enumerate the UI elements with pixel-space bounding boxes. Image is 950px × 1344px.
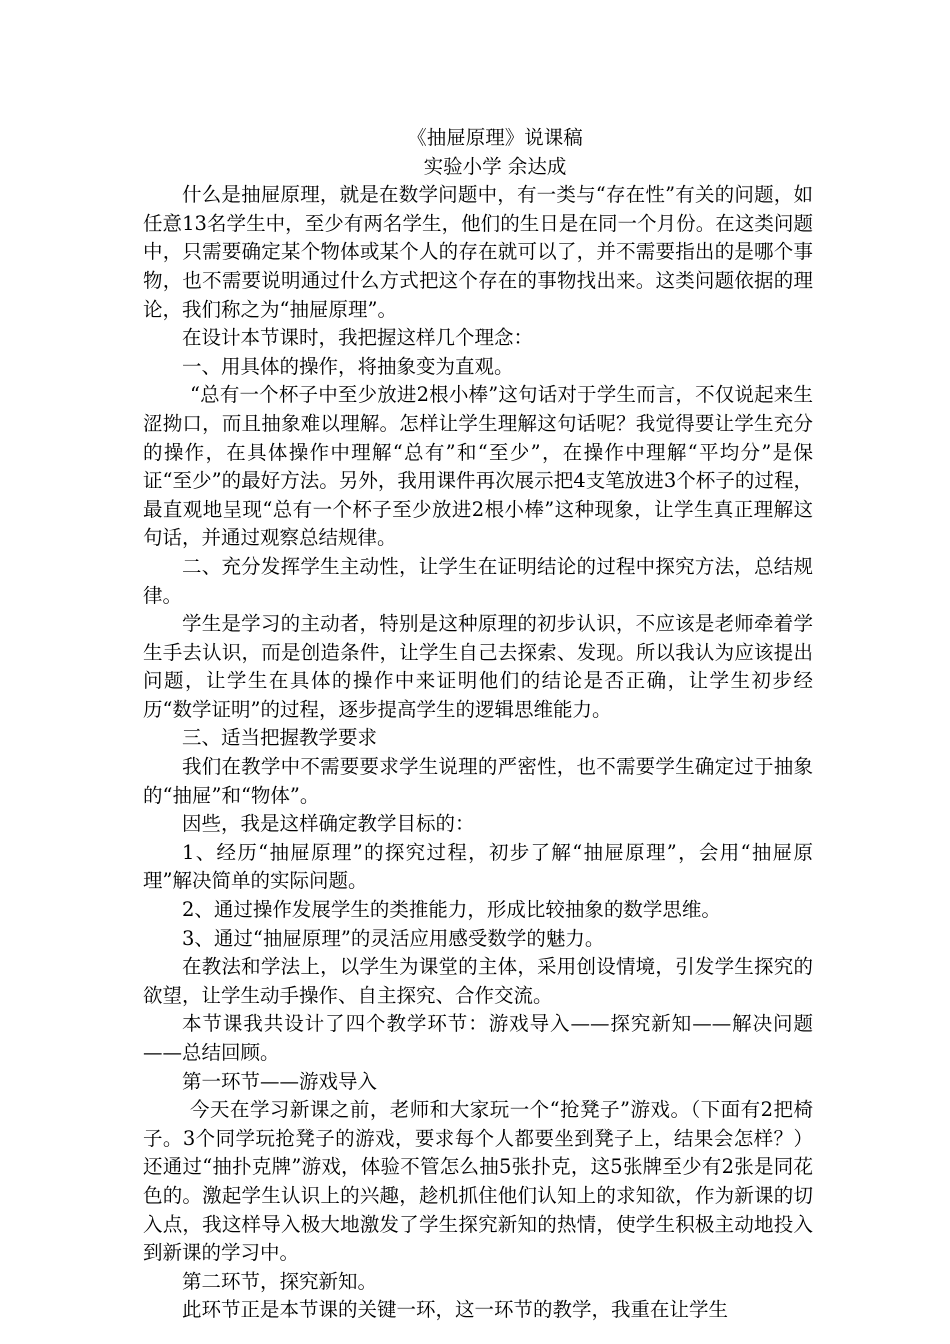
paragraph-concept-2: 学生是学习的主动者，特别是这种原理的初步认识，不应该是老师牵着学生手去认识，而是创造条件，让学生自己去探索、发现。所以我认为应该提出问题，让学生在具体的操作中来证明他们的结论是否正确，让学生初步经历“数学证明”的过程，逐步提高学生的逻辑思维能力。 xyxy=(143,612,813,721)
heading-stage-1: 第一环节——游戏导入 xyxy=(182,1069,378,1093)
paragraph-methods: 在教法和学法上，以学生为课堂的主体，采用创设情境，引发学生探究的欲望，让学生动手操作、自主探究、合作交流。 xyxy=(143,955,813,1007)
paragraph-concept-1: “总有一个杯子中至少放进2根小棒”这句话对于学生而言，不仅说起来生涩拗口，而且抽象难以理解。怎样让学生理解这句话呢？我觉得要让学生充分的操作，在具体操作中理解“总有”和“至少”，在操作中理解“平均分”是保证“至少”的最好方法。另外，我用课件再次展示把4支笔放进3个杯子的过程，最直观地呈现“总有一个杯子至少放进2根小棒”这种现象，让学生真正理解这句话，并通过观察总结规律。 xyxy=(143,383,813,550)
paragraph-concepts-intro: 在设计本节课时，我把握这样几个理念： xyxy=(182,326,534,350)
heading-concept-3: 三、适当把握教学要求 xyxy=(182,726,378,750)
document-title: 《抽屉原理》说课稿 xyxy=(407,126,583,149)
document-page xyxy=(143,124,813,1325)
paragraph-concept-3: 我们在教学中不需要要求学生说理的严密性，也不需要学生确定过于抽象的“抽屉”和“物体”。 xyxy=(143,755,813,807)
paragraph-stage-1: 今天在学习新课之前，老师和大家玩一个“抢凳子”游戏。（下面有2把椅子。3个同学玩抢凳子的游戏，要求每个人都要坐到凳子上，结果会怎样？） 还通过“抽扑克牌”游戏，体验不管怎么抽5张扑克，这5张牌至少有2张是同花色的。激起学生认识上的兴趣，趁机抓住他们认知上的求知欲，作为新课的切入点，我这样导入极大地激发了学生探究新知的热情，使学生积极主动地投入到新课的学习中。 xyxy=(143,1098,813,1265)
goal-item-3: 3、通过“抽屉原理”的灵活应用感受数学的魅力。 xyxy=(182,926,605,950)
heading-concept-2: 二、充分发挥学生主动性，让学生在证明结论的过程中探究方法，总结规律。 xyxy=(143,554,813,607)
heading-stage-2: 第二环节，探究新知。 xyxy=(182,1269,378,1293)
paragraph-stage-2: 此环节正是本节课的关键一环，这一环节的教学，我重在让学生 xyxy=(182,1298,729,1322)
heading-concept-1: 一、用具体的操作，将抽象变为直观。 xyxy=(182,354,514,378)
paragraph-stages: 本节课我共设计了四个教学环节：游戏导入——探究新知——解决问题——总结回顾。 xyxy=(143,1012,813,1064)
document-author: 实验小学 余达成 xyxy=(423,154,567,178)
paragraph-goals-intro: 因些，我是这样确定教学目标的： xyxy=(182,812,475,836)
goal-item-2: 2、通过操作发展学生的类推能力，形成比较抽象的数学思维。 xyxy=(182,898,721,922)
paragraph-definition: 什么是抽屉原理，就是在数学问题中，有一类与“存在性”有关的问题，如任意13名学生中，至少有两名学生，他们的生日是在同一个月份。在这类问题中，只需要确定某个物体或某个人的存在就可以了，并不需要指出的是哪个事物，也不需要说明通过什么方式把这个存在的事物找出来。这类问题依据的理论，我们称之为“抽屉原理”。 xyxy=(143,183,813,321)
goal-item-1: 1、经历“抽屉原理”的探究过程，初步了解“抽屉原理”，会用“抽屉原理”解决简单的实际问题。 xyxy=(143,840,813,893)
